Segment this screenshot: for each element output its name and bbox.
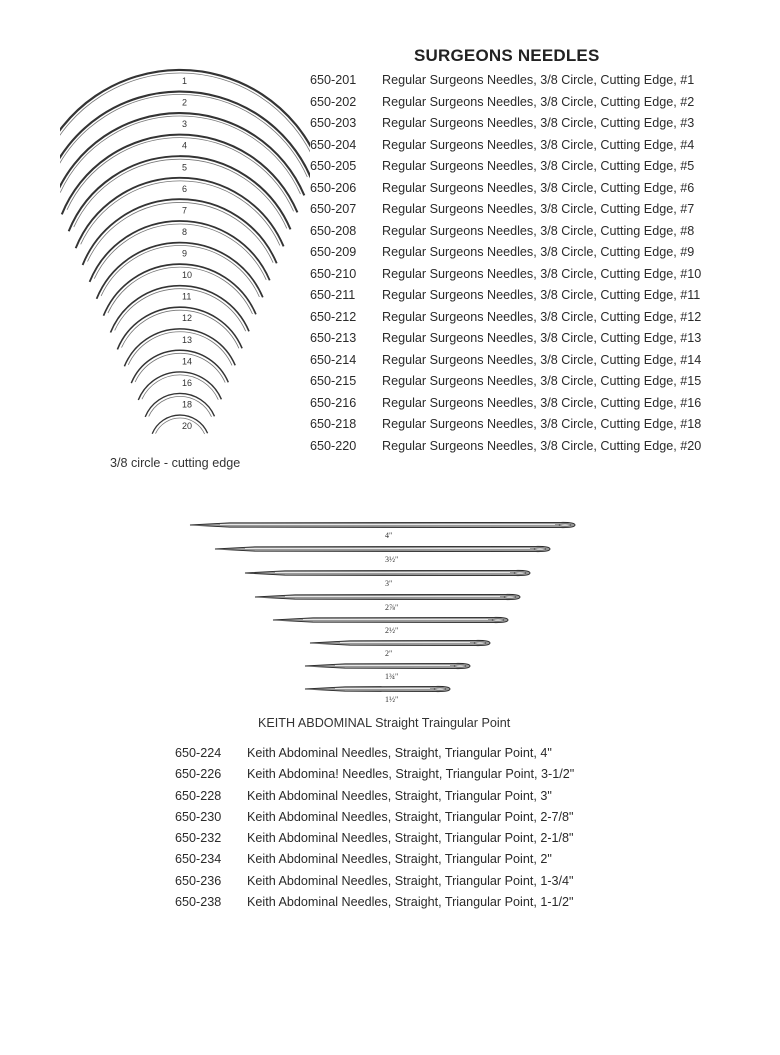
product-description: Keith Abdominal Needles, Straight, Triangular Point, 4" [247,746,552,760]
needle-size-label: 7 [182,205,188,216]
curved-needle [97,243,263,299]
needle-length-label: 2⅞" [385,603,399,612]
product-row [310,113,780,135]
straight-needle [190,522,575,540]
straight-needle [245,570,530,588]
product-row [310,221,780,243]
page-title: SURGEONS NEEDLES [414,46,600,65]
curved-needle [124,329,235,366]
needle-length-label: 2½" [385,626,399,635]
product-description: Regular Surgeons Needles, 3/8 Circle, Cutting Edge, #2 [382,94,695,109]
straight-needle [305,663,470,681]
needle-length-label: 4" [385,531,393,540]
product-code: 650-208 [310,223,357,238]
product-description: Regular Surgeons Needles, 3/8 Circle, Cutting Edge, #10 [382,266,702,281]
product-code: 650-209 [310,245,357,259]
product-code: 650-215 [310,374,357,388]
product-description: Regular Surgeons Needles, 3/8 Circle, Cutting Edge, #7 [382,202,695,216]
product-row [310,328,780,350]
curved-needle [152,415,207,434]
product-row [175,807,735,828]
product-code: 650-232 [175,831,222,846]
product-description: Regular Surgeons Needles, 3/8 Circle, Cutting Edge, #15 [382,374,702,388]
curved-needle [131,350,228,383]
curved-needle [138,372,221,400]
straight-needles-illustration [185,510,585,710]
product-row [310,393,780,415]
needle-size-label: 5 [182,162,188,173]
curved-needle [76,178,284,248]
needle-size-label: 10 [182,270,193,281]
product-row [310,285,780,307]
straight-needle [305,686,450,704]
needle-size-label: 6 [182,183,188,194]
product-code: 650-210 [310,266,357,281]
product-code: 650-203 [310,116,357,130]
needle-size-label: 13 [182,334,193,345]
product-code: 650-236 [175,873,222,888]
product-code: 650-211 [310,288,356,302]
product-description: Regular Surgeons Needles, 3/8 Circle, Cutting Edge, #13 [382,331,702,345]
product-description: Keith Abdominal Needles, Straight, Triangular Point, 2-7/8" [247,809,574,824]
product-description: Keith Abdominal Needles, Straight, Triangular Point, 2" [247,852,552,867]
curved-needle [83,199,277,265]
product-code: 650-224 [175,746,222,760]
product-description: Keith Abdomina! Needles, Straight, Triangular Point, 3-1/2" [247,767,575,782]
product-row [175,786,735,807]
product-row [310,307,780,329]
needle-length-label: 1¾" [385,672,399,681]
product-row [310,371,780,393]
product-code: 650-204 [310,137,357,152]
product-description: Regular Surgeons Needles, 3/8 Circle, Cutting Edge, #20 [382,438,702,453]
needle-size-label: 3 [182,119,188,130]
product-code: 650-212 [310,309,357,324]
needle-size-label: 1 [182,76,188,86]
needle-size-label: 14 [182,356,193,367]
straight-needle [215,546,550,564]
product-row [310,436,780,458]
product-code: 650-202 [310,94,357,109]
product-description: Keith Abdominal Needles, Straight, Triangular Point, 2-1/8" [247,831,574,846]
product-description: Regular Surgeons Needles, 3/8 Circle, Cutting Edge, #18 [382,417,702,431]
product-description: Regular Surgeons Needles, 3/8 Circle, Cutting Edge, #11 [382,288,701,302]
product-row [175,849,735,870]
product-description: Regular Surgeons Needles, 3/8 Circle, Cutting Edge, #5 [382,159,695,173]
needle-size-label: 11 [182,291,192,302]
needle-length-label: 2" [385,649,393,658]
product-row [310,242,780,264]
product-row [175,871,735,892]
needle-size-label: 9 [182,248,188,259]
product-description: Keith Abdominal Needles, Straight, Triangular Point, 1-1/2" [247,895,574,910]
product-description: Regular Surgeons Needles, 3/8 Circle, Cutting Edge, #1 [382,73,695,87]
curved-needles-illustration [60,60,310,445]
product-row [175,743,735,764]
product-row [310,92,780,114]
needle-length-label: 3" [385,579,393,588]
straight-needles-list [175,743,735,913]
product-row [175,828,735,849]
product-code: 650-234 [175,852,222,867]
product-code: 650-207 [310,202,357,216]
product-code: 650-238 [175,895,222,910]
needle-length-label: 3½" [385,555,399,564]
product-code: 650-201 [310,73,357,87]
product-description: Regular Surgeons Needles, 3/8 Circle, Cutting Edge, #3 [382,116,695,130]
product-description: Keith Abdominal Needles, Straight, Triangular Point, 3" [247,788,552,803]
curved-needles-list [310,70,780,457]
product-row [310,199,780,221]
product-code: 650-230 [175,809,222,824]
straight-needle [273,617,508,635]
product-row [310,414,780,436]
product-code: 650-220 [310,438,357,453]
product-code: 650-205 [310,159,357,173]
needle-length-label: 1½" [385,695,399,704]
product-description: Regular Surgeons Needles, 3/8 Circle, Cutting Edge, #12 [382,309,702,324]
product-row [175,892,735,913]
straight-needle [255,594,520,612]
straight-needle [310,640,490,658]
product-row [310,156,780,178]
curved-needle [145,393,214,416]
needle-size-label: 8 [182,226,188,237]
product-code: 650-216 [310,395,357,410]
curved-needle [111,286,250,333]
product-description: Regular Surgeons Needles, 3/8 Circle, Cutting Edge, #14 [382,352,702,367]
product-description: Regular Surgeons Needles, 3/8 Circle, Cutting Edge, #9 [382,245,695,259]
product-row [175,764,735,785]
needle-size-label: 2 [182,97,188,108]
product-description: Regular Surgeons Needles, 3/8 Circle, Cutting Edge, #4 [382,137,695,152]
needle-size-label: 12 [182,313,193,324]
curved-needles-caption: 3/8 circle - cutting edge [110,456,241,470]
product-description: Regular Surgeons Needles, 3/8 Circle, Cutting Edge, #6 [382,180,695,195]
product-code: 650-214 [310,352,357,367]
curved-needle [69,156,291,231]
needle-size-label: 20 [182,421,193,431]
product-code: 650-228 [175,788,222,803]
product-code: 650-206 [310,180,357,195]
needle-size-label: 18 [182,399,193,410]
product-row [310,135,780,157]
product-code: 650-226 [175,767,222,782]
product-row [310,178,780,200]
product-code: 650-218 [310,417,357,431]
needle-size-label: 16 [182,377,193,388]
straight-needles-caption: KEITH ABDOMINAL Straight Traingular Point [258,716,511,730]
product-row [310,350,780,372]
product-description: Regular Surgeons Needles, 3/8 Circle, Cutting Edge, #8 [382,223,695,238]
product-description: Keith Abdominal Needles, Straight, Triangular Point, 1-3/4" [247,873,574,888]
product-description: Regular Surgeons Needles, 3/8 Circle, Cutting Edge, #16 [382,395,702,410]
needle-size-label: 4 [182,140,188,151]
product-row [310,264,780,286]
product-code: 650-213 [310,331,357,345]
product-row [310,70,780,92]
